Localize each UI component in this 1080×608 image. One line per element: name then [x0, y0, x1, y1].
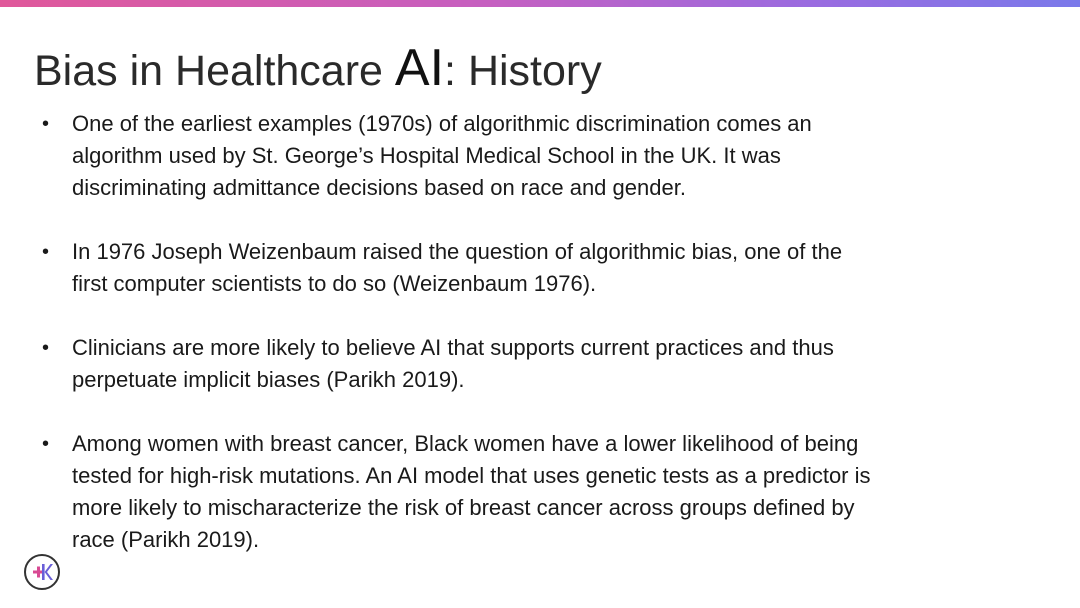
bullet-1-line-2: algorithm used by St. George’s Hospital Medical School in the UK. It was: [72, 143, 781, 168]
bullet-2-line-1: In 1976 Joseph Weizenbaum raised the question of algorithmic bias, one of the: [72, 239, 843, 264]
bullet-1-line-3: discriminating admittance decisions based on race and gender.: [72, 175, 686, 200]
bullet-4-line-2: tested for high-risk mutations. An AI model that uses genetic tests as a predictor is: [72, 463, 871, 488]
logo-glyph-icon: [29, 559, 55, 585]
bullet-item-2: [40, 236, 1050, 300]
bullet-marker: •: [42, 113, 50, 135]
bullet-item-1: [40, 108, 1050, 204]
title-prefix: Bias in Healthcare: [34, 47, 395, 95]
title-emphasis: AI: [394, 39, 445, 97]
bullet-3-line-2: perpetuate implicit biases (Parikh 2019).: [72, 367, 465, 392]
plus-k-logo-icon: [24, 554, 60, 590]
bullet-marker: •: [42, 337, 50, 359]
bullet-list: [40, 108, 1050, 556]
bullet-4-line-4: race (Parikh 2019).: [72, 527, 260, 552]
title-suffix: : History: [444, 47, 602, 95]
slide-title: [34, 40, 602, 97]
bullet-item-4: [40, 428, 1050, 556]
bullet-1-line-1: One of the earliest examples (1970s) of algorithmic discrimination comes an: [72, 111, 812, 136]
bullet-2-line-2: first computer scientists to do so (Weizenbaum 1976).: [72, 271, 597, 296]
bullet-marker: •: [42, 433, 50, 455]
bullet-3-line-1: Clinicians are more likely to believe AI that supports current practices and thus: [72, 335, 834, 360]
bullet-marker: •: [42, 241, 50, 263]
top-accent-bar: [0, 0, 1080, 7]
bullet-item-3: [40, 332, 1050, 396]
bullet-4-line-3: more likely to mischaracterize the risk of breast cancer across groups defined by: [72, 495, 855, 520]
bullet-4-line-1: Among women with breast cancer, Black women have a lower likelihood of being: [72, 431, 859, 456]
